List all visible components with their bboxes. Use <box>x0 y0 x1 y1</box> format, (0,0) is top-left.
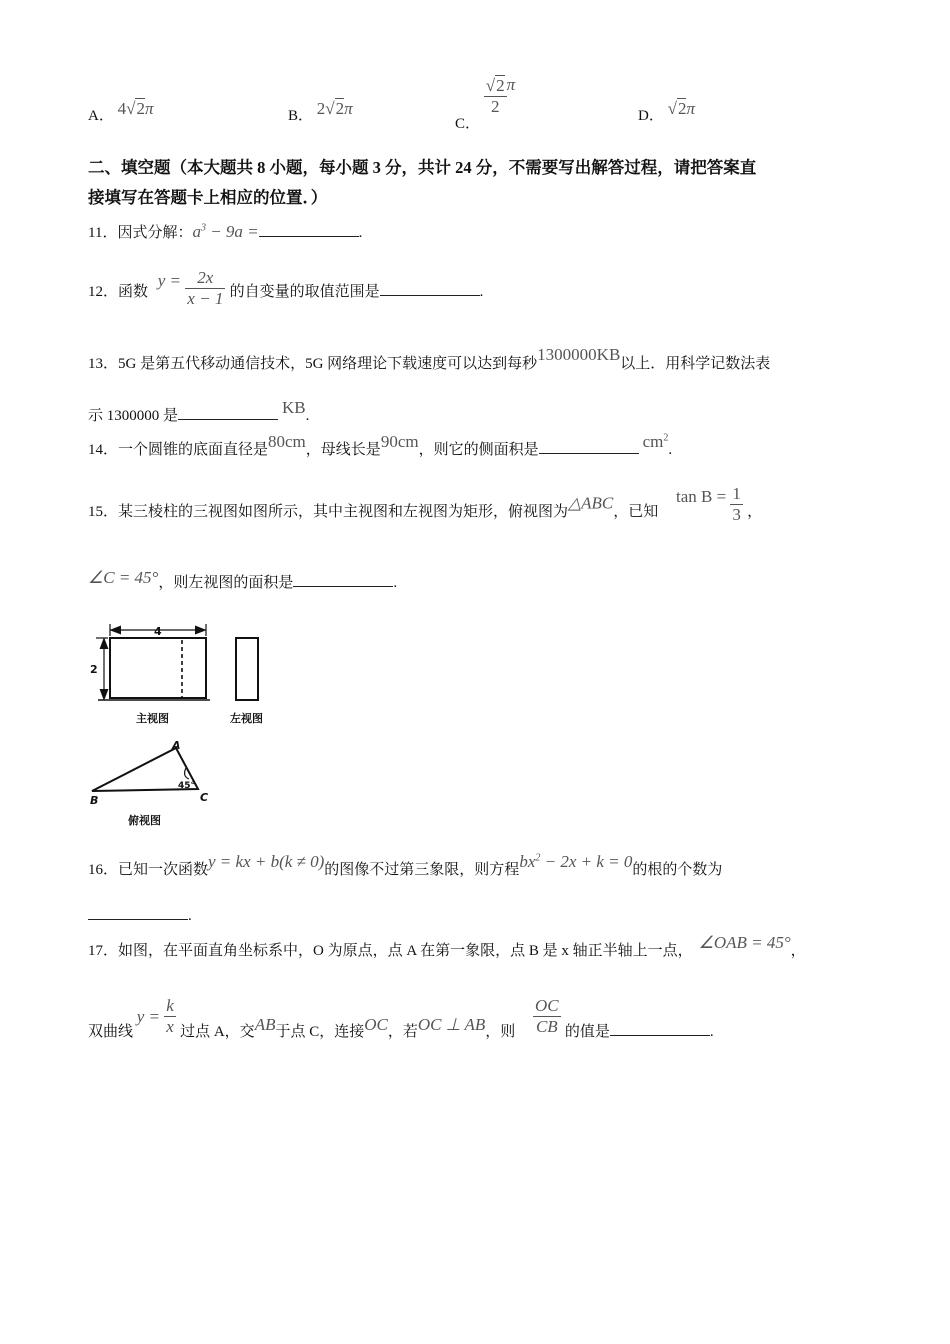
q12-answer-blank[interactable] <box>380 281 480 296</box>
question-15-line2: ∠C = 45°，则左视图的面积是 . <box>88 568 398 591</box>
option-c <box>455 75 516 133</box>
question-16-line2: . <box>88 905 192 925</box>
q13-answer-blank[interactable] <box>178 405 278 420</box>
option-d <box>638 99 695 125</box>
option-b <box>288 99 353 125</box>
q15-angle: ∠C = 45° <box>88 568 159 587</box>
question-16: 16．已知一次函数y = kx + b(k ≠ 0)的图像不过第三象限，则方程$bx^2 - 2x + k = 0$的根的个数为 <box>88 852 723 878</box>
point-c-label: C <box>200 791 209 804</box>
three-view-figure <box>90 618 280 833</box>
option-a <box>88 99 154 125</box>
q13-value: 1300000KB <box>537 345 621 364</box>
section-heading-line2: 接填写在答题卡上相应的位置．） <box>88 188 328 207</box>
question-15-line1: 15．某三棱柱的三视图如图所示，其中主视图和左视图为矩形，俯视图为△ABC，已知 tan B = $\frac{1}{3}$ ， <box>88 484 763 524</box>
option-c-expr: $\frac{√2}{2}$ π <box>485 75 516 116</box>
q14-answer-blank[interactable] <box>539 439 639 454</box>
option-c-label: C． <box>455 116 481 133</box>
left-view-rect <box>236 638 258 700</box>
option-b-expr: 2√2π <box>316 99 353 118</box>
main-view-caption: 主视图 <box>136 712 169 725</box>
q16-answer-blank[interactable] <box>88 905 188 920</box>
main-view-rect <box>110 638 206 698</box>
q11-answer-blank[interactable] <box>259 222 359 237</box>
left-view-caption: 左视图 <box>230 712 263 725</box>
q17-ratio: $\frac{OC}{CB}$ <box>535 996 559 1036</box>
top-view-caption: 俯视图 <box>128 814 161 827</box>
option-d-expr: √2π <box>667 99 695 118</box>
option-d-label: D． <box>638 108 664 124</box>
question-11: 11．因式分解：$a^3 - 9a$ = . <box>88 222 363 241</box>
q17-answer-blank[interactable] <box>610 1021 710 1036</box>
question-13-line2: 示 1300000 是 KB. <box>88 398 310 424</box>
q17-angle: ∠OAB = 45° <box>698 933 791 952</box>
option-b-label: B． <box>288 108 314 124</box>
q15-triangle: △ABC <box>568 493 614 513</box>
q17-hyperbola: y = $\frac{k}{x}$ <box>136 996 174 1036</box>
option-a-expr: 4√2π <box>117 99 154 118</box>
q12-expr: y = $\frac{2x}{x - 1}$ <box>157 268 224 308</box>
question-14: 14．一个圆锥的底面直径是80cm，母线长是90cm，则它的侧面积是 $cm^2$. <box>88 432 673 458</box>
q11-expr: $a^3 - 9a$ = <box>192 222 259 241</box>
angle-45-label: 45° <box>178 781 196 791</box>
question-12: 12．函数 y = $\frac{2x}{x - 1}$ 的自变量的取值范围是 . <box>88 268 484 308</box>
option-a-label: A． <box>88 108 114 124</box>
left-view <box>236 638 258 700</box>
point-b-label: B <box>90 794 99 807</box>
main-view <box>96 624 210 700</box>
section-heading-line1: 二、填空题（本大题共 8 小题，每小题 3 分，共计 24 分，不需要写出解答过程，请把答案直 <box>88 158 757 177</box>
dim-top-label: 4 <box>154 625 162 638</box>
dim-left-label: 2 <box>90 663 98 676</box>
q16-expr2: $bx^2 - 2x + k = 0$ <box>519 852 633 871</box>
question-17-line2: 双曲线 y = $\frac{k}{x}$ 过点 A，交AB于点 C，连接OC，若OC ⊥ AB，则 $\frac{OC}{CB}$ 的值是 . <box>88 996 714 1041</box>
q16-expr1: y = kx + b(k ≠ 0) <box>208 852 325 871</box>
q15-tan: tan B = $\frac{1}{3}$ <box>675 484 741 524</box>
question-13-line1: 13．5G 是第五代移动通信技术，5G 网络理论下载速度可以达到每秒1300000KB以上．用科学记数法表 <box>88 345 771 372</box>
point-a-label: A <box>172 739 181 752</box>
q15-answer-blank[interactable] <box>293 572 393 587</box>
question-17-line1: 17．如图，在平面直角坐标系中，O 为原点，点 A 在第一象限，点 B 是 x 轴正半轴上一点， ∠OAB = 45°， <box>88 933 806 959</box>
